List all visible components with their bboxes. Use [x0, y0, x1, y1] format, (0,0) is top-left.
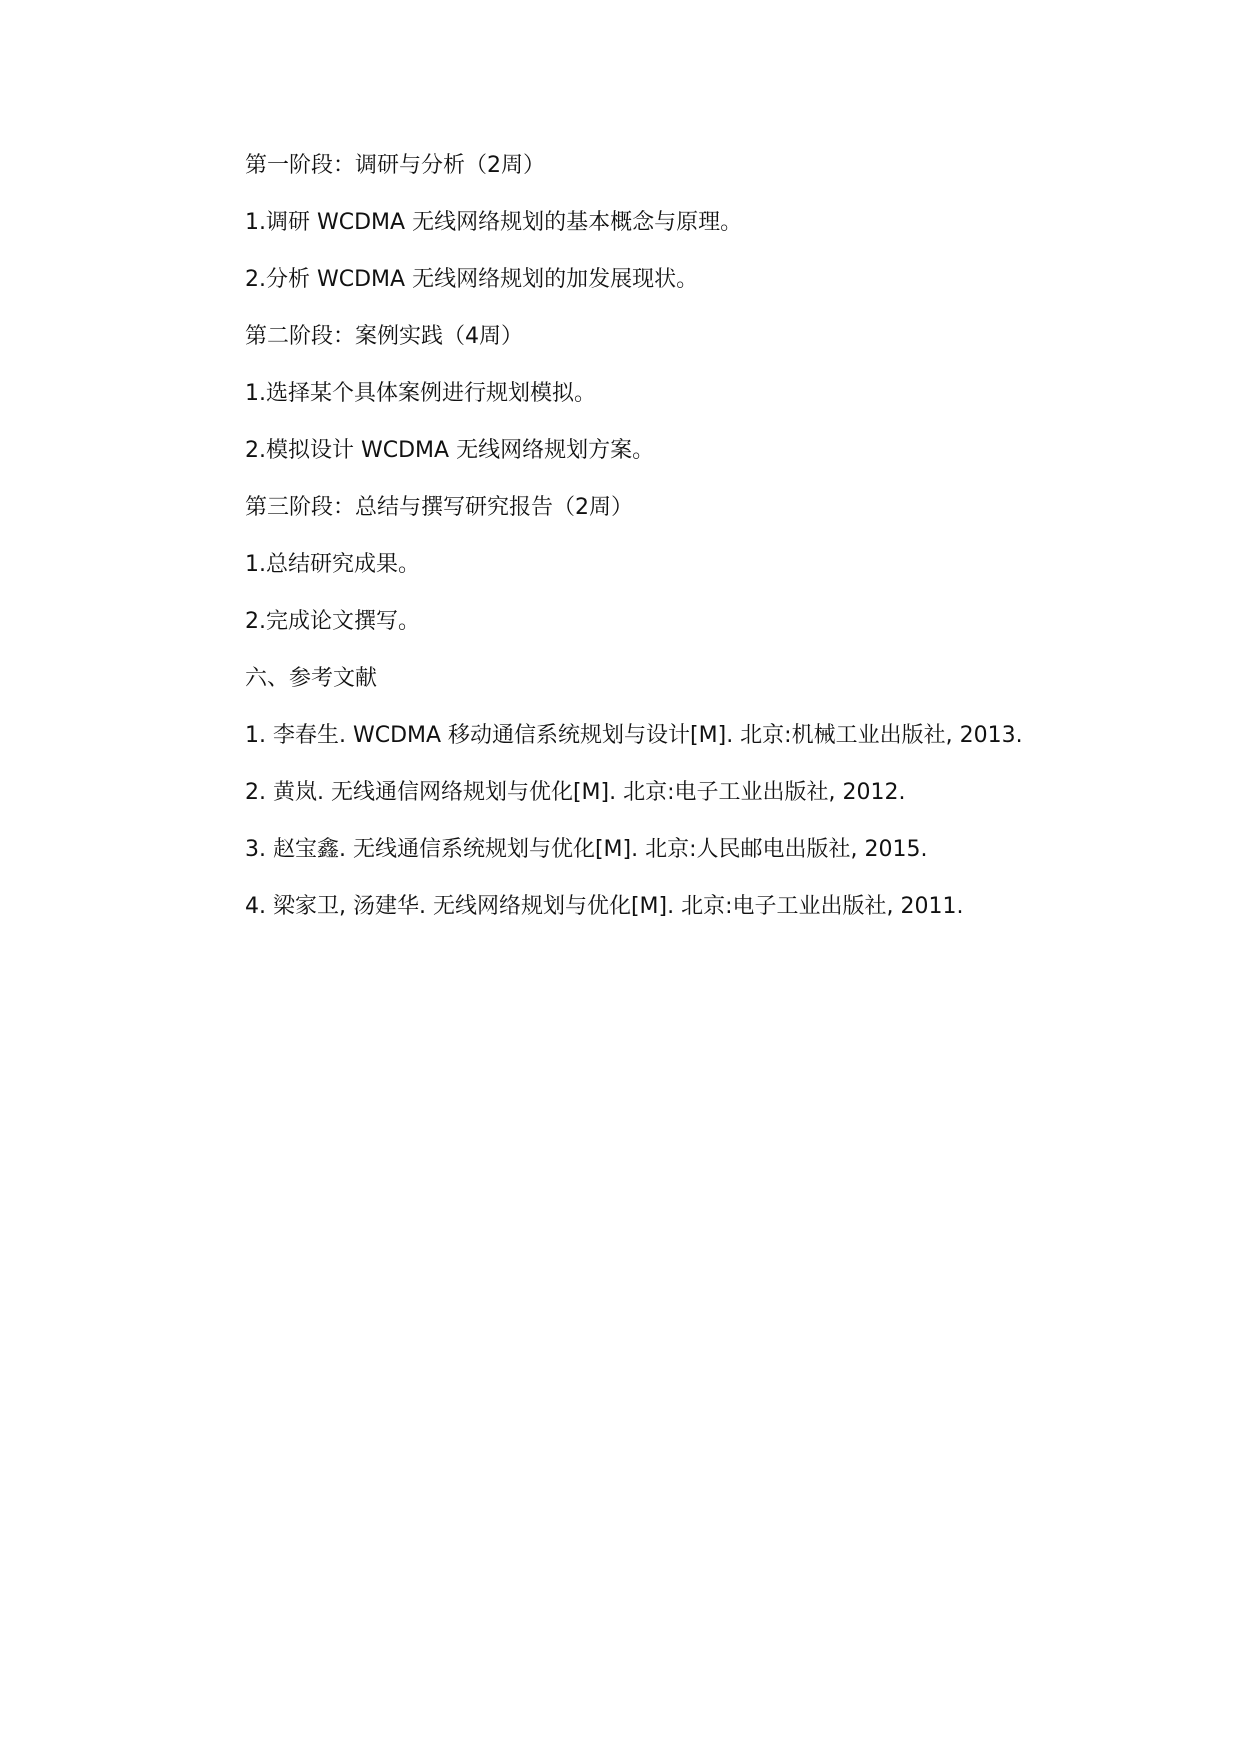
stage-1-heading: 第一阶段：调研与分析（2周）: [245, 153, 545, 178]
references-heading: 六、参考文献: [245, 666, 378, 691]
stage-3-heading: 第三阶段：总结与撰写研究报告（2周）: [245, 495, 633, 520]
stage-3-item-1: 1.总结研究成果。: [245, 552, 420, 577]
stage-2-heading: 第二阶段：案例实践（4周）: [245, 324, 523, 349]
reference-item: 3. 赵宝鑫. 无线通信系统规划与优化[M]. 北京:人民邮电出版社, 2015.: [245, 837, 928, 862]
stage-1-item-1: 1.调研 WCDMA 无线网络规划的基本概念与原理。: [245, 210, 743, 235]
stage-3-item-2: 2.完成论文撰写。: [245, 609, 420, 634]
stage-2-item-2: 2.模拟设计 WCDMA 无线网络规划方案。: [245, 438, 655, 463]
reference-item: 1. 李春生. WCDMA 移动通信系统规划与设计[M]. 北京:机械工业出版社, 2013.: [245, 723, 1023, 748]
stage-1-item-2: 2.分析 WCDMA 无线网络规划的加发展现状。: [245, 267, 699, 292]
stage-2-item-1: 1.选择某个具体案例进行规划模拟。: [245, 381, 596, 406]
reference-item: 2. 黄岚. 无线通信网络规划与优化[M]. 北京:电子工业出版社, 2012.: [245, 780, 906, 805]
document-body: [245, 152, 1145, 950]
reference-item: 4. 梁家卫, 汤建华. 无线网络规划与优化[M]. 北京:电子工业出版社, 2011.: [245, 894, 964, 919]
